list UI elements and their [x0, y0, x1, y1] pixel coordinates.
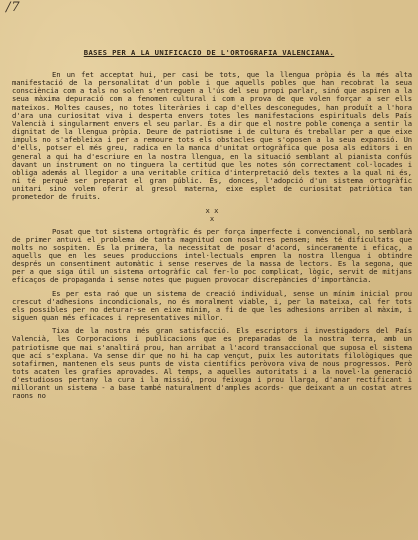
paragraph-4: Tixa de la nostra més gran satisfacció. Els escriptors i investigadors del País Valencià, les Corporacions i publicacions que es preparadas de la nostra terra, amb un patriotisme que mai s'analtirá prou, han arribat a l'acord transaccional que suposa el sistema que ací s'explana. Va sense dir que no hi ha cap vençut, puix les autoritats filològiques que sotafirmen, mantenen els seus punts de vista científics peròvora viva de nous progressos. Però tots acaten les grafies aprovades. Al temps, a aquelles autoritats i a la novel·la generació d'estudiosos pertany la cura i la missió, prou feixuga i prou llarga, d'anar rectificant i millorant un sistema - a base també naturalment d'amples acords- que deixant a un costat atres raons no	[12, 326, 412, 401]
section-separator: x x x	[205, 205, 219, 223]
document-body	[12, 71, 412, 406]
paragraph-2: Posat que tot sistema ortogràfic és per força imperfecte i convencional, no semblarà de primer antuvi el problema de tanta magnitud com nosaltres pensem; més té dificultats que molts no sospiten. És la primera, la necessitat de posar d'acord, sinceramente i eficaç, a aquells que en les seues produccions intel·lectuals empren la nostra llengua i obtindre després un consentiment automàtic i sense reserves de la massa de lectors. Es la segona, que per a que siga útil un sistema ortogràfic cal fer-lo poc complicat, lògic, servit de mitjans eficaços de propaganda i sense notes que puguen provocar discrepàncies d'importància.	[12, 226, 412, 285]
handwritten-page-mark: /7	[6, 0, 21, 15]
paragraph-3: Es per esta raó que un sistema de creació individual, sense un mínim inicial prou crescut d'adhesions incondicionals, no és moralment viable, i, per la mateixa, cal fer tots els possibles per no deturar-se en eixe mínim, a fi de que les adhesions arriben al màxim, i siguen quan més eficaces i representatives millor.	[12, 288, 412, 323]
document-title: BASES PER A LA UNIFICACIO DE L'ORTOGRAFIA VALENCIANA.	[83, 48, 335, 57]
paragraph-1: En un fet acceptat hui, per casi be tots, que la llengua pròpia és la més alta manifestació de la personalitat d'un poble i que aquells pobles que han recobrat la seua consciència com a tals no solen s'entreguen a l'ús del seu propi parlar, sinó que aspiren a la seua màxima depuració com a fenomen cultural i com a prova de que volen forçar a ser ells mateixos. Moltes causes, no totes literàries i cap d'elles desconegudes, han produït a l'hora d'ara una curiositat viva i desperta envers totes les manifestacions espirituals dels País Valencià i singularment envers el seu parlar. És a dir que el nostre poble comença a sentir la dignitat de la llengua pròpia. Deure de patriotisme i de cultura és treballar per a que eixe impuls no s'afebleixa i per a remoure tots els obstacles que s'oposen a la seua expansió. Un d'ells, potser el més greu, radica en la manca d'unitat ortogràfica que posa als editors i en general a qui ha d'escriure en la nostra llengua, en la situació semblant al pianista confús davant un instrument on no tinguera la certitud que les notes són correctament col·locades i obliga además al llegidor a una veritable crítica d'interpretació dels textes a la qual ni és, ni té perquè ser preparat el gran públic. És, donces, l'adopció d'un sistema ortogràfic unitari sino volem oferir al gresol materna, eixe esplet de curiositat patriòtica tan prometedor de fruits.	[12, 70, 412, 202]
